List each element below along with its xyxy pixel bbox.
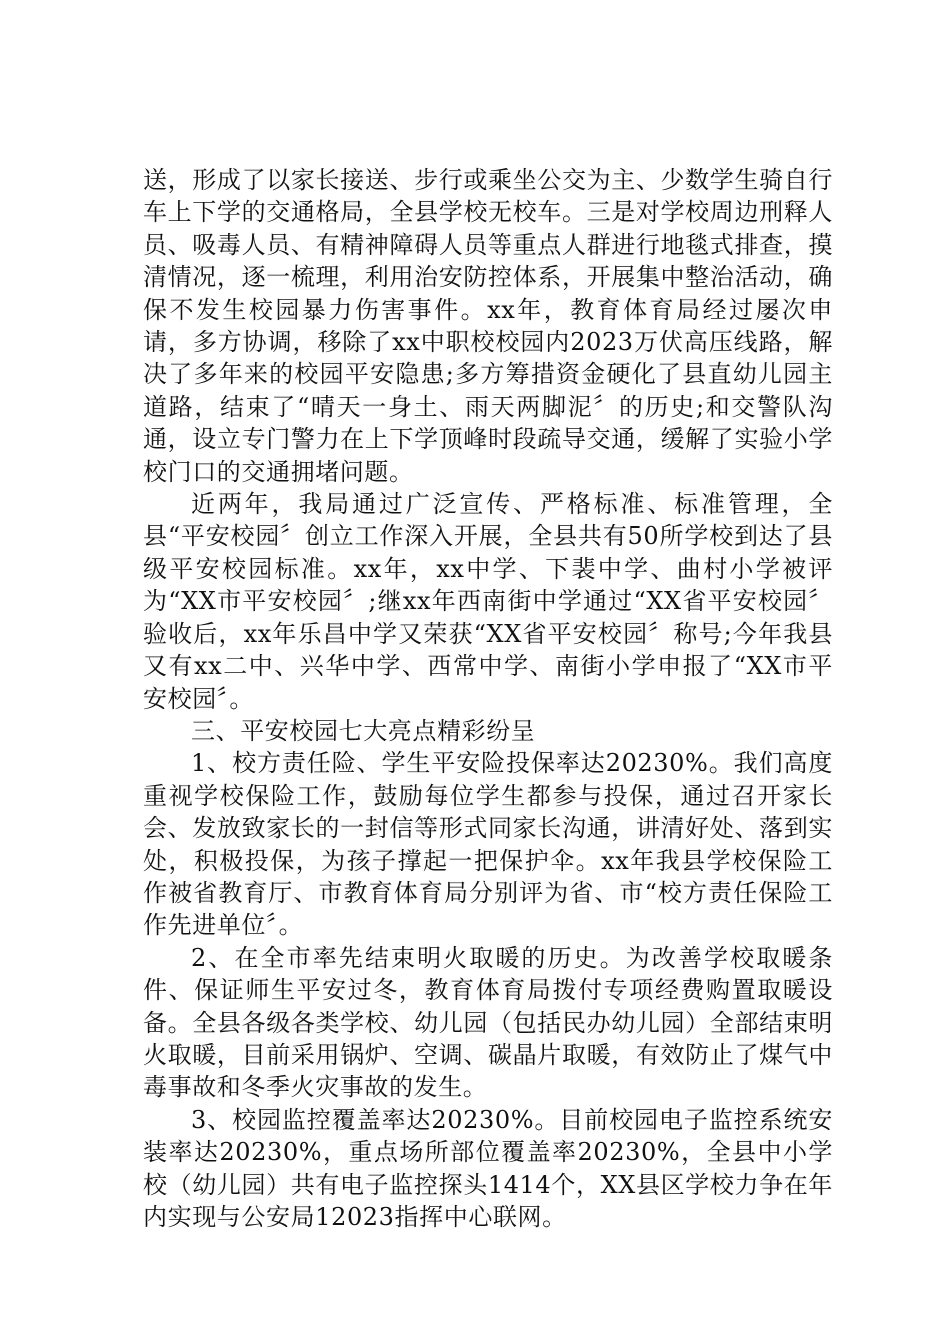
- paragraph-heating: 2、在全市率先结束明火取暖的历史。为改善学校取暖条件、保证师生平安过冬，教育体育局拨付专项经费购置取暖设备。全县各级各类学校、幼儿园（包括民办幼儿园）全部结束明火取暖，目前采用锅炉、空调、碳晶片取暖，有效防止了煤气中毒事故和冬季火灾事故的发生。: [143, 943, 833, 1102]
- paragraph-insurance: 1、校方责任险、学生平安险投保率达20230%。我们高度重视学校保险工作，鼓励每位学生都参与投保，通过召开家长会、发放致家长的一封信等形式同家长沟通，讲清好处、落到实处，积极投保，为孩子撑起一把保护伞。xx年我县学校保险工作被省教育厅、市教育体育局分别评为省、市“校方责任保险工作先进单位〞。: [143, 749, 833, 940]
- paragraph-monitoring: 3、校园监控覆盖率达20230%。目前校园电子监控系统安装率达20230%，重点场所部位覆盖率20230%，全县中小学校（幼儿园）共有电子监控探头1414个，XX县区学校力争在年内实现与公安局12023指挥中心联网。: [143, 1105, 833, 1231]
- section-heading-highlights: 三、平安校园七大亮点精彩纷呈: [191, 716, 536, 745]
- paragraph-continuation: 送，形成了以家长接送、步行或乘坐公交为主、少数学生骑自行车上下学的交通格局，全县学校无校车。三是对学校周边刑释人员、吸毒人员、有精神障碍人员等重点人群进行地毯式排查，摸清情况，逐一梳理，利用治安防控体系，开展集中整治活动，确保不发生校园暴力伤害事件。xx年，教育体育局经过屡次申请，多方协调，移除了xx中职校校园内2023万伏高压线路，解决了多年来的校园平安隐患;多方筹措资金硬化了县直幼儿园主道路，结束了“晴天一身土、雨天两脚泥〞的历史;和交警队沟通，设立专门警力在上下学顶峰时段疏导交通，缓解了实验小学校门口的交通拥堵问题。: [143, 166, 833, 486]
- document-body: [143, 164, 833, 1233]
- paragraph-safe-campus-creation: 近两年，我局通过广泛宣传、严格标准、标准管理，全县“平安校园〞创立工作深入开展，全县共有50所学校到达了县级平安校园标准。xx年，xx中学、下裴中学、曲村小学被评为“XX市平安校园〞;继xx年西南街中学通过“XX省平安校园〞验收后，xx年乐昌中学又荣获“XX省平安校园〞称号;今年我县又有xx二中、兴华中学、西常中学、南街小学申报了“XX市平安校园〞。: [143, 490, 833, 713]
